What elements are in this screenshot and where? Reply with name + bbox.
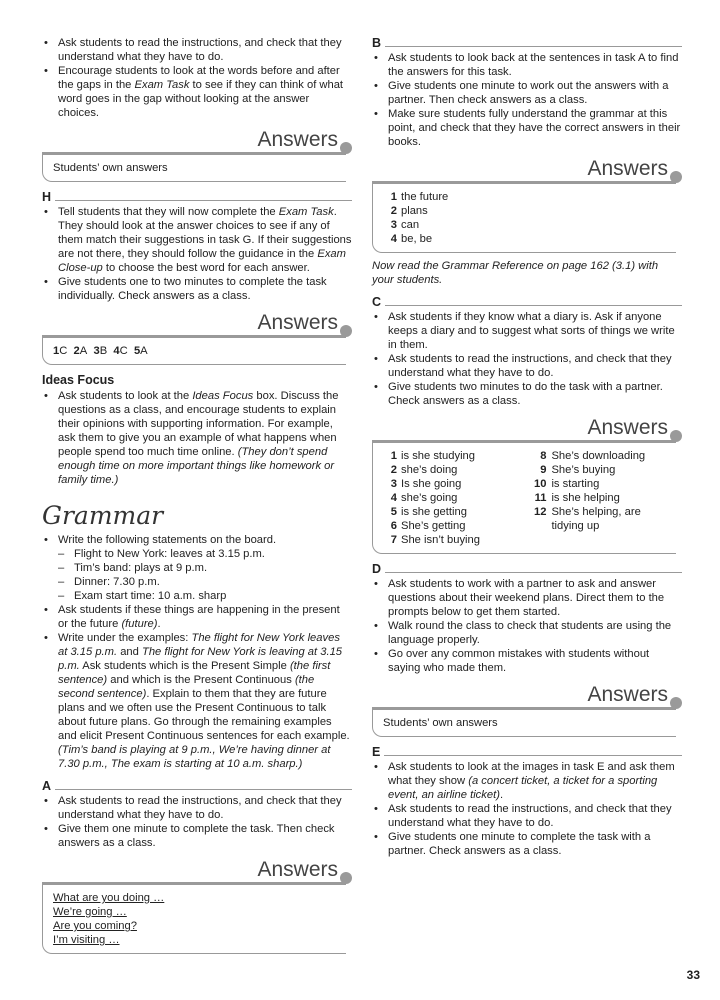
section-a-heading: A	[42, 779, 352, 794]
answer-line: 5 is she getting	[390, 506, 467, 518]
list-item: • Ask students to look at the Ideas Focus box. Discuss the questions as a class, and encourage students to explain their opinions with supporting information. For example, ask them to give you an example of what happens when people spend too much time online. (They don’t spend enough time on more important things like homework or family time.)	[42, 389, 352, 487]
list-item: • Ask students if they know what a diary is. Ask if anyone keeps a diary and to suggest what sorts of things we write in them.	[372, 310, 682, 352]
right-column	[372, 36, 682, 858]
list-item: • Give them one minute to complete the task. Then check answers as a class.	[42, 822, 352, 850]
list-item: • Give students one to two minutes to complete the task individually. Check answers as a class.	[42, 275, 352, 303]
ideas-bullets	[42, 389, 352, 487]
answer-line: 4 she’s going	[390, 492, 458, 504]
left-column	[42, 36, 352, 958]
answer-line: 11 is she helping	[534, 492, 620, 504]
d-bullets	[372, 577, 682, 675]
answer-line: 7 She isn’t buying	[390, 534, 480, 546]
answer-line: 4 be, be	[390, 233, 433, 245]
list-item: • Give students one minute to work out the answers with a partner. Then check answers as a class.	[372, 79, 682, 107]
answers-content	[372, 440, 676, 554]
list-item: • Ask students to read the instructions, and check that they understand what they have to do.	[372, 802, 682, 830]
h-bullets	[42, 205, 352, 303]
c-bullets	[372, 310, 682, 408]
list-item: • Ask students to look back at the sentences in task A to find the answers for this task.	[372, 51, 682, 79]
answers-dot-icon	[340, 325, 352, 337]
answers-dot-icon	[670, 430, 682, 442]
grammar-heading: Grammar	[42, 501, 164, 530]
list-item: • Write under the examples: The flight for New York leaves at 3.15 p.m. and The flight for New York is leaving at 3.15 p.m. Ask students which is the Present Simple (the first sentence) and which is the Present Continuous (the second sentence). Explain to them that they are future plans and we often use the Present Continuous to talk about future plans. Go through the remaining examples and elicit Present Continuous sentences for each example. (Tim’s band is playing at 9 p.m., We’re having dinner at 7.30 p.m., The exam is starting at 10 a.m. sharp.)	[42, 631, 352, 771]
list-item: • Give students two minutes to do the task with a partner. Check answers as a class.	[372, 380, 682, 408]
list-item: • Ask students to work with a partner to ask and answer questions about their weekend plans. Direct them to the prompts below to get them started.	[372, 577, 682, 619]
list-item: • Write the following statements on the board. – Flight to New York: leaves at 3.15 p.m. – Tim’s band: plays at 9 p.m. – Dinner: 7.30 p.m. – Exam start time: 10 a.m. sharp	[42, 533, 352, 603]
answers-title: Answers	[257, 128, 338, 151]
dash-item: – Flight to New York: leaves at 3.15 p.m.	[42, 547, 352, 561]
section-e-heading: E	[372, 745, 682, 760]
section-d-heading: D	[372, 562, 682, 577]
answer-line: 2 she’s doing	[390, 464, 458, 476]
answer-line: What are you doing …	[53, 892, 165, 904]
list-item: • Ask students to read the instructions, and check that they understand what they have to do.	[42, 36, 352, 64]
list-item: • Tell students that they will now complete the Exam Task. They should look at the answer choices to see if any of them match their suggestions in task G. If their suggestions are not there, they should follow the guidance in the Exam Close-up to choose the best word for each answer.	[42, 205, 352, 275]
list-item: • Give students one minute to complete the task with a partner. Check answers as a class.	[372, 830, 682, 858]
answer-text: Students’ own answers	[383, 717, 498, 729]
list-item: • Ask students if these things are happening in the present or the future (future).	[42, 603, 352, 631]
answer-line: 3 can	[390, 219, 420, 231]
answer-line: Are you coming?	[53, 920, 137, 932]
answer-line: 2 plans	[390, 205, 428, 217]
answers-box	[372, 416, 682, 554]
answers-box	[42, 311, 352, 365]
answers-dot-icon	[670, 171, 682, 183]
answers-content	[42, 882, 346, 954]
answers-box	[372, 157, 682, 253]
answer-line: 3 Is she going	[390, 478, 462, 490]
answers-box	[42, 858, 352, 954]
answer-text: Students’ own answers	[53, 162, 168, 174]
answers-dot-icon	[670, 697, 682, 709]
answer-line: 1 the future	[390, 191, 449, 203]
section-h-heading: H	[42, 190, 352, 205]
list-item: • Make sure students fully understand the grammar at this point, and check that they have the correct answers in their books.	[372, 107, 682, 149]
answers-col-2	[528, 449, 666, 547]
list-item: • Go over any common mistakes with students without saying who made them.	[372, 647, 682, 675]
answers-box	[42, 128, 352, 182]
answers-box	[372, 683, 682, 737]
b-bullets	[372, 51, 682, 149]
answer-line: 8 She’s downloading	[540, 450, 646, 462]
answers-col-1	[383, 449, 528, 547]
dash-item: – Tim’s band: plays at 9 p.m.	[42, 561, 352, 575]
list-item: • Ask students to read the instructions, and check that they understand what they have to do.	[42, 794, 352, 822]
answer-line: 1 is she studying	[390, 450, 476, 462]
answers-dot-icon	[340, 872, 352, 884]
answer-line: 12 She’s helping, are tidying up	[533, 506, 641, 532]
grammar-reference-note: Now read the Grammar Reference on page 162 (3.1) with your students.	[372, 260, 659, 286]
list-item: • Walk round the class to check that students are using the language properly.	[372, 619, 682, 647]
answer-line: 10 is starting	[533, 478, 600, 490]
answer-line: 9 She’s buying	[540, 464, 616, 476]
ideas-focus-heading: Ideas Focus	[42, 373, 115, 387]
dash-item: – Exam start time: 10 a.m. sharp	[42, 589, 352, 603]
answers-title: Answers	[257, 311, 338, 334]
section-b-heading: B	[372, 36, 682, 51]
answer-line: I’m visiting …	[53, 934, 120, 946]
list-item: • Ask students to read the instructions, and check that they understand what they have to do.	[372, 352, 682, 380]
dash-item: – Dinner: 7.30 p.m.	[42, 575, 352, 589]
answers-title: Answers	[587, 157, 668, 180]
answers-content: 1C 2A 3B 4C 5A	[42, 335, 346, 365]
section-c-heading: C	[372, 295, 682, 310]
page-number: 33	[686, 968, 700, 982]
answers-dot-icon	[340, 142, 352, 154]
answers-content	[372, 181, 676, 253]
list-item: • Encourage students to look at the words before and after the gaps in the Exam Task to see if they can think of what word goes in the gap without looking at the answer choices.	[42, 64, 352, 120]
answers-title: Answers	[587, 416, 668, 439]
intro-bullets	[42, 36, 352, 120]
answers-title: Answers	[257, 858, 338, 881]
answers-content	[372, 707, 676, 737]
e-bullets	[372, 760, 682, 858]
answer-line: We’re going …	[53, 906, 127, 918]
answer-line: 6 She’s getting	[390, 520, 466, 532]
grammar-bullets	[42, 533, 352, 771]
answers-content	[42, 152, 346, 182]
answers-title: Answers	[587, 683, 668, 706]
a-bullets	[42, 794, 352, 850]
list-item: • Ask students to look at the images in task E and ask them what they show (a concert ticket, a ticket for a sporting event, an airline ticket).	[372, 760, 682, 802]
